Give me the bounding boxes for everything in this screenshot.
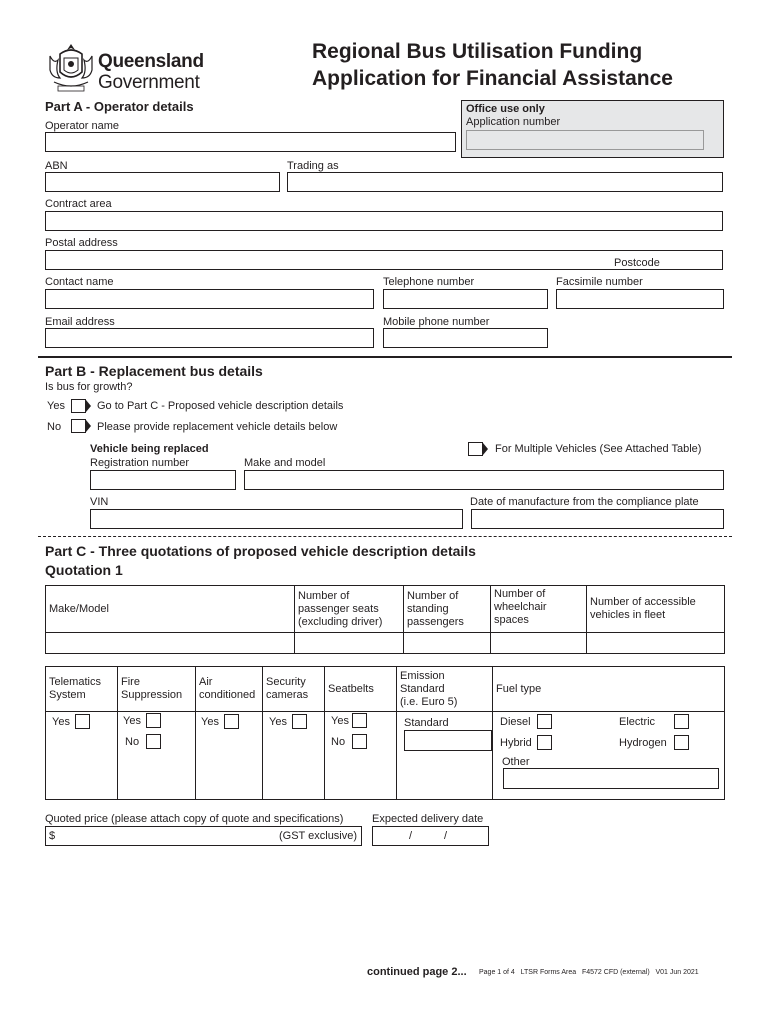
security-yes-label: Yes xyxy=(269,716,287,728)
growth-yes-label: Yes xyxy=(47,400,65,412)
emission-standard-field[interactable] xyxy=(404,730,492,751)
seatbelts-yes-checkbox[interactable] xyxy=(352,713,367,728)
fire-yes-label: Yes xyxy=(123,715,141,727)
mobile-label: Mobile phone number xyxy=(383,316,490,328)
diesel-label: Diesel xyxy=(500,716,531,728)
logo-queensland: Queensland xyxy=(98,51,204,72)
multiple-vehicles-checkbox[interactable] xyxy=(468,442,488,456)
air-yes-label: Yes xyxy=(201,716,219,728)
growth-no-checkbox[interactable] xyxy=(71,419,91,433)
vehicle-spec-table xyxy=(45,585,725,654)
section-divider xyxy=(38,536,732,537)
wheelchair-cell[interactable] xyxy=(491,633,587,654)
footer-meta: Page 1 of 4 LTSR Forms Area F4572 CFD (external) V01 Jun 2021 xyxy=(479,969,699,976)
telematics-yes-checkbox[interactable] xyxy=(75,714,90,729)
trading-as-field[interactable] xyxy=(287,172,723,192)
seatbelts-no-checkbox[interactable] xyxy=(352,734,367,749)
application-number-field[interactable] xyxy=(466,130,704,150)
contact-name-field[interactable] xyxy=(45,289,374,309)
fire-no-checkbox[interactable] xyxy=(146,734,161,749)
quoted-price-label: Quoted price (please attach copy of quote and specifications) xyxy=(45,813,344,825)
telephone-label: Telephone number xyxy=(383,276,475,288)
vehicle-replaced-heading: Vehicle being replaced xyxy=(90,443,209,455)
passenger-seats-cell[interactable] xyxy=(295,633,404,654)
other-label: Other xyxy=(502,756,530,768)
fire-header: Fire Suppression xyxy=(118,667,196,712)
telephone-field[interactable] xyxy=(383,289,548,309)
manufacture-date-label: Date of manufacture from the compliance plate xyxy=(470,496,699,508)
email-field[interactable] xyxy=(45,328,374,348)
hybrid-checkbox[interactable] xyxy=(537,735,552,750)
growth-question: Is bus for growth? xyxy=(45,381,133,393)
fuel-type-header: Fuel type xyxy=(493,667,725,712)
section-divider xyxy=(38,356,732,358)
abn-field[interactable] xyxy=(45,172,280,192)
mobile-field[interactable] xyxy=(383,328,548,348)
accessible-cell[interactable] xyxy=(587,633,725,654)
manufacture-date-field[interactable] xyxy=(471,509,724,529)
contract-area-label: Contract area xyxy=(45,198,112,210)
multiple-vehicles-label: For Multiple Vehicles (See Attached Table) xyxy=(495,443,702,455)
seatbelts-yes-label: Yes xyxy=(331,715,349,727)
postcode-label: Postcode xyxy=(614,257,660,269)
fire-no-label: No xyxy=(125,736,140,748)
seatbelts-header: Seatbelts xyxy=(325,667,397,712)
postal-address-label: Postal address xyxy=(45,237,118,249)
hydrogen-label: Hydrogen xyxy=(619,737,667,749)
abn-label: ABN xyxy=(45,160,68,172)
hydrogen-checkbox[interactable] xyxy=(674,735,689,750)
part-c-heading: Part C - Three quotations of proposed vehicle description details xyxy=(45,543,476,559)
air-header: Air conditioned xyxy=(196,667,263,712)
page-title-line2: Application for Financial Assistance xyxy=(312,67,673,90)
expected-delivery-label: Expected delivery date xyxy=(372,813,484,825)
logo-government: Government xyxy=(98,72,200,93)
accessible-header: Number of accessible vehicles in fleet xyxy=(587,586,725,633)
date-slash-2: / xyxy=(444,830,448,842)
security-header: Security cameras xyxy=(263,667,325,712)
gst-label: (GST exclusive) xyxy=(279,830,358,842)
part-b-heading: Part B - Replacement bus details xyxy=(45,363,263,379)
growth-no-label: No xyxy=(47,421,62,433)
electric-checkbox[interactable] xyxy=(674,714,689,729)
continued-text: continued page 2... xyxy=(367,966,467,978)
electric-label: Electric xyxy=(619,716,656,728)
telematics-yes-label: Yes xyxy=(52,716,70,728)
standard-label: Standard xyxy=(404,717,449,729)
telematics-header: Telematics System xyxy=(46,667,118,712)
office-use-heading: Office use only xyxy=(466,103,545,115)
contract-area-field[interactable] xyxy=(45,211,723,231)
hybrid-label: Hybrid xyxy=(500,737,532,749)
vin-field[interactable] xyxy=(90,509,463,529)
standing-header: Number of standing passengers xyxy=(404,586,491,633)
growth-yes-checkbox[interactable] xyxy=(71,399,91,413)
emission-header: Emission Standard (i.e. Euro 5) xyxy=(397,667,493,712)
operator-name-field[interactable] xyxy=(45,132,456,152)
quotation-heading: Quotation 1 xyxy=(45,562,123,578)
other-fuel-field[interactable] xyxy=(503,768,719,789)
email-label: Email address xyxy=(45,316,115,328)
security-yes-checkbox[interactable] xyxy=(292,714,307,729)
registration-label: Registration number xyxy=(90,457,190,469)
make-model-field[interactable] xyxy=(244,470,724,490)
dollar-sign: $ xyxy=(49,830,56,842)
date-slash-1: / xyxy=(409,830,413,842)
qld-crest-logo xyxy=(46,42,96,94)
page-title-line1: Regional Bus Utilisation Funding xyxy=(312,40,643,63)
wheelchair-header: Number of wheelchair spaces xyxy=(491,586,587,633)
trading-as-label: Trading as xyxy=(287,160,339,172)
fire-yes-checkbox[interactable] xyxy=(146,713,161,728)
registration-field[interactable] xyxy=(90,470,236,490)
standing-cell[interactable] xyxy=(404,633,491,654)
seatbelts-no-label: No xyxy=(331,736,346,748)
diesel-checkbox[interactable] xyxy=(537,714,552,729)
part-a-heading: Part A - Operator details xyxy=(45,99,194,114)
application-number-label: Application number xyxy=(466,116,561,128)
expected-delivery-field[interactable] xyxy=(372,826,489,846)
passenger-seats-header: Number of passenger seats (excluding driver) xyxy=(295,586,404,633)
growth-yes-text: Go to Part C - Proposed vehicle description details xyxy=(97,400,344,412)
make-model-header: Make/Model xyxy=(46,586,295,633)
make-model-label: Make and model xyxy=(244,457,326,469)
growth-no-text: Please provide replacement vehicle details below xyxy=(97,421,338,433)
facsimile-label: Facsimile number xyxy=(556,276,643,288)
operator-name-label: Operator name xyxy=(45,120,119,132)
make-model-cell[interactable] xyxy=(46,633,295,654)
facsimile-field[interactable] xyxy=(556,289,724,309)
vin-label: VIN xyxy=(90,496,109,508)
contact-name-label: Contact name xyxy=(45,276,114,288)
air-yes-checkbox[interactable] xyxy=(224,714,239,729)
